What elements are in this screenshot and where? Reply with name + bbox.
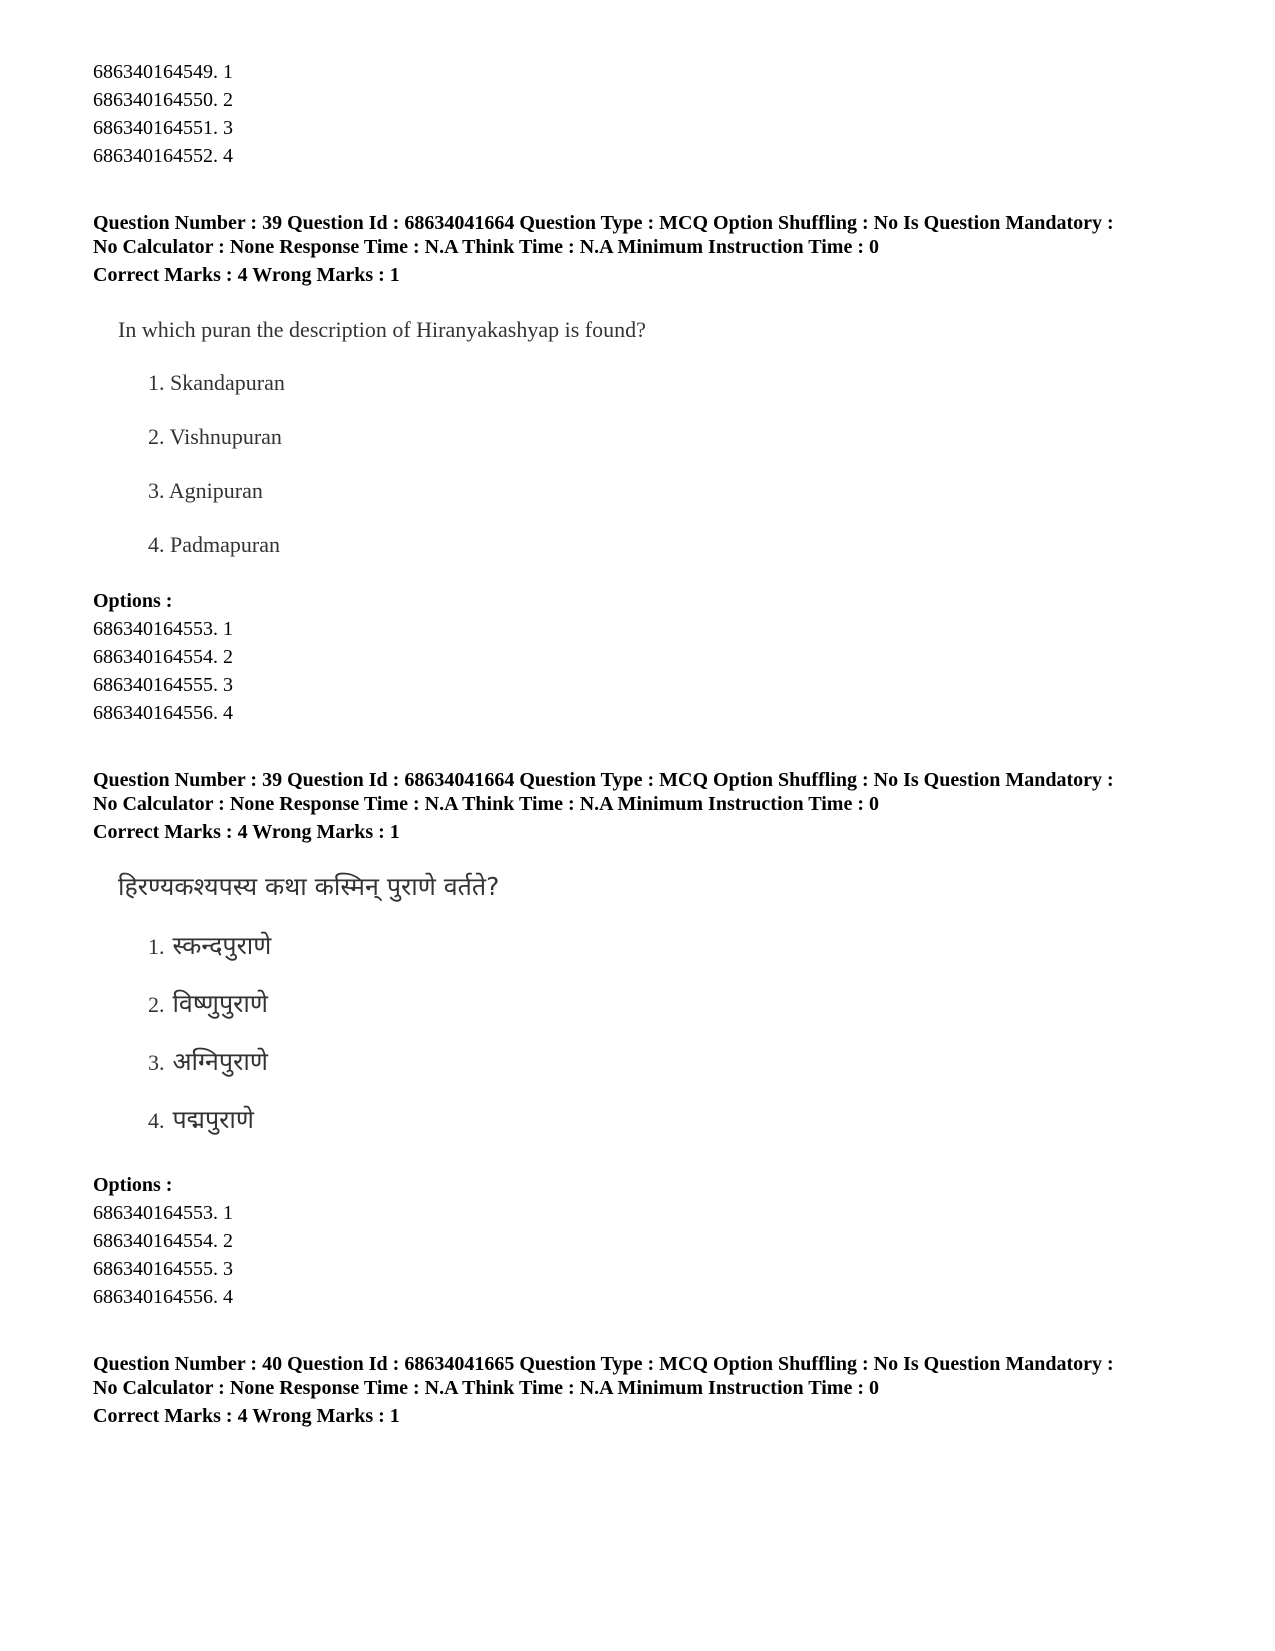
option-id: 686340164556. 4: [93, 1286, 233, 1308]
question-choice: [148, 1104, 254, 1137]
question-choice: 4. Padmapuran: [148, 532, 280, 557]
choice-text: अग्निपुराणे: [172, 1047, 268, 1076]
option-id: 686340164555. 3: [93, 674, 233, 696]
option-id: 686340164553. 1: [93, 618, 233, 640]
question-text: हिरण्यकश्यपस्य कथा कस्मिन् पुराणे वर्तते?: [118, 872, 500, 901]
option-id: 686340164552. 4: [93, 145, 233, 167]
option-id: 686340164550. 2: [93, 89, 233, 111]
option-id: 686340164553. 1: [93, 1202, 233, 1224]
option-id: 686340164554. 2: [93, 1230, 233, 1252]
question-header-line2: No Calculator : None Response Time : N.A Think Time : N.A Minimum Instruction Time : 0: [93, 1377, 879, 1399]
choice-number: 4.: [148, 1108, 165, 1133]
question-choice: 2. Vishnupuran: [148, 424, 282, 449]
question-header-line2: No Calculator : None Response Time : N.A Think Time : N.A Minimum Instruction Time : 0: [93, 236, 879, 258]
choice-number: 3.: [148, 1050, 165, 1075]
options-label: Options :: [93, 1174, 173, 1196]
option-id: 686340164549. 1: [93, 61, 233, 83]
question-header-line1: Question Number : 39 Question Id : 68634041664 Question Type : MCQ Option Shuffling : No Is Question Mandatory :: [93, 769, 1114, 791]
option-id: 686340164555. 3: [93, 1258, 233, 1280]
choice-text: स्कन्दपुराणे: [172, 931, 272, 960]
question-marks: Correct Marks : 4 Wrong Marks : 1: [93, 1405, 400, 1427]
question-choice: [148, 1046, 268, 1079]
question-choice: 3. Agnipuran: [148, 478, 263, 503]
choice-number: 2.: [148, 992, 165, 1017]
question-choice: [148, 988, 268, 1021]
question-header-line2: No Calculator : None Response Time : N.A Think Time : N.A Minimum Instruction Time : 0: [93, 793, 879, 815]
question-marks: Correct Marks : 4 Wrong Marks : 1: [93, 821, 400, 843]
question-header-line1: Question Number : 40 Question Id : 68634041665 Question Type : MCQ Option Shuffling : No Is Question Mandatory :: [93, 1353, 1114, 1375]
option-id: 686340164556. 4: [93, 702, 233, 724]
options-label: Options :: [93, 590, 173, 612]
question-marks: Correct Marks : 4 Wrong Marks : 1: [93, 264, 400, 286]
choice-text: पद्मपुराणे: [172, 1105, 254, 1134]
choice-number: 1.: [148, 934, 165, 959]
question-choice: 1. Skandapuran: [148, 370, 285, 395]
question-choice: [148, 930, 271, 963]
question-text: In which puran the description of Hiranyakashyap is found?: [118, 317, 646, 342]
option-id: 686340164554. 2: [93, 646, 233, 668]
question-header-line1: Question Number : 39 Question Id : 68634041664 Question Type : MCQ Option Shuffling : No Is Question Mandatory :: [93, 212, 1114, 234]
option-id: 686340164551. 3: [93, 117, 233, 139]
choice-text: विष्णुपुराणे: [172, 989, 268, 1018]
